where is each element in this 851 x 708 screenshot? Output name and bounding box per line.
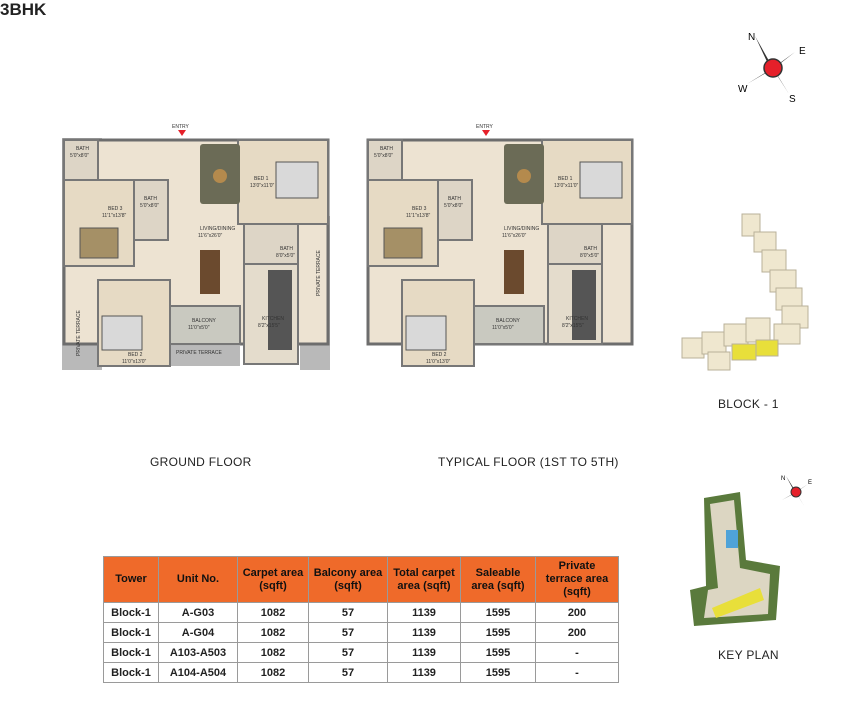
room-living-dining: LIVING/DINING — [200, 226, 236, 232]
typical-floor-caption: TYPICAL FLOOR (1ST TO 5TH) — [438, 455, 619, 469]
entry-arrow-icon — [482, 130, 490, 136]
private-terrace-label: PRIVATE TERRACE — [176, 350, 222, 356]
room-bed-3: BED 3 — [108, 206, 123, 212]
svg-text:13'0"x11'0": 13'0"x11'0" — [554, 183, 579, 189]
room-bath-2: BATH — [144, 196, 157, 202]
room-bed-1: BED 1 — [254, 176, 269, 182]
table-row: Block-1 A104-A504 1082 57 1139 1595 - — [104, 663, 619, 683]
col-saleable-area: Saleable area (sqft) — [461, 557, 536, 603]
svg-text:11'1"x13'8": 11'1"x13'8" — [406, 213, 431, 219]
highlighted-units — [732, 344, 756, 360]
key-plan-map — [684, 490, 784, 635]
col-private-terrace-area: Private terrace area (sqft) — [536, 557, 619, 603]
svg-text:N: N — [781, 476, 786, 482]
svg-text:5'0"x8'0": 5'0"x8'0" — [444, 203, 464, 209]
private-terrace-left-label: PRIVATE TERRACE — [76, 310, 82, 356]
private-terrace-bottom — [170, 346, 240, 366]
entry-label: ENTRY — [476, 124, 493, 130]
svg-text:11'6"x26'0": 11'6"x26'0" — [502, 233, 527, 239]
svg-text:11'0"x5'0": 11'0"x5'0" — [492, 325, 514, 331]
compass-e: E — [799, 46, 806, 57]
svg-text:11'0"x13'0": 11'0"x13'0" — [426, 359, 451, 365]
col-unit-no: Unit No. — [159, 557, 238, 603]
room-living-dining: LIVING/DINING — [504, 226, 540, 232]
svg-text:8'2"x15'5": 8'2"x15'5" — [562, 323, 584, 329]
room-bed-2: BED 2 — [128, 352, 143, 358]
private-terrace-right-label: PRIVATE TERRACE — [316, 250, 322, 296]
compass-rose — [735, 28, 815, 111]
room-bed-3: BED 3 — [412, 206, 427, 212]
table-row: Block-1 A103-A503 1082 57 1139 1595 - — [104, 643, 619, 663]
svg-text:11'1"x13'8": 11'1"x13'8" — [102, 213, 127, 219]
table-row: Block-1 A-G04 1082 57 1139 1595 200 — [104, 623, 619, 643]
svg-text:8'0"x5'0": 8'0"x5'0" — [276, 253, 296, 259]
room-bath-2: BATH — [448, 196, 461, 202]
room-balcony: BALCONY — [496, 318, 520, 324]
svg-text:11'6"x26'0": 11'6"x26'0" — [198, 233, 223, 239]
block-label: BLOCK - 1 — [718, 397, 779, 411]
room-balcony: BALCONY — [192, 318, 216, 324]
svg-text:5'0"x8'0": 5'0"x8'0" — [70, 153, 90, 159]
col-carpet-area: Carpet area (sqft) — [238, 557, 309, 603]
svg-text:8'2"x15'5": 8'2"x15'5" — [258, 323, 280, 329]
room-kitchen: KITCHEN — [566, 316, 588, 322]
table-row: Block-1 A-G03 1082 57 1139 1595 200 — [104, 603, 619, 623]
col-tower: Tower — [104, 557, 159, 603]
svg-text:5'0"x8'0": 5'0"x8'0" — [140, 203, 160, 209]
compass-w: W — [738, 84, 748, 95]
room-kitchen: KITCHEN — [262, 316, 284, 322]
svg-text:8'0"x5'0": 8'0"x5'0" — [580, 253, 600, 259]
page-title: 3BHK — [0, 0, 47, 19]
compass-n: N — [748, 32, 756, 43]
room-bath-1: BATH — [380, 146, 393, 152]
entry-label: ENTRY — [172, 124, 189, 130]
table-header-row — [104, 557, 619, 603]
room-bath-1: BATH — [76, 146, 89, 152]
entry-arrow-icon — [178, 130, 186, 136]
room-bed-2: BED 2 — [432, 352, 447, 358]
compass-center — [764, 59, 782, 77]
svg-text:E: E — [808, 480, 813, 486]
col-total-carpet-area: Total carpet area (sqft) — [388, 557, 461, 603]
svg-text:13'0"x11'0": 13'0"x11'0" — [250, 183, 275, 189]
room-bath-3: BATH — [280, 246, 293, 252]
room-bed-1: BED 1 — [558, 176, 573, 182]
ground-floor-caption: GROUND FLOOR — [150, 455, 252, 469]
svg-text:11'0"x13'0": 11'0"x13'0" — [122, 359, 147, 365]
ground-floor-plan — [58, 120, 338, 370]
key-plan-label: KEY PLAN — [718, 648, 779, 662]
room-bath-3: BATH — [584, 246, 597, 252]
svg-text:11'0"x5'0": 11'0"x5'0" — [188, 325, 210, 331]
col-balcony-area: Balcony area (sqft) — [309, 557, 388, 603]
block-1-site-map — [680, 208, 830, 388]
svg-text:5'0"x8'0": 5'0"x8'0" — [374, 153, 394, 159]
unit-area-table — [103, 556, 619, 683]
compass-s: S — [789, 94, 796, 105]
typical-floor-plan — [362, 120, 642, 370]
